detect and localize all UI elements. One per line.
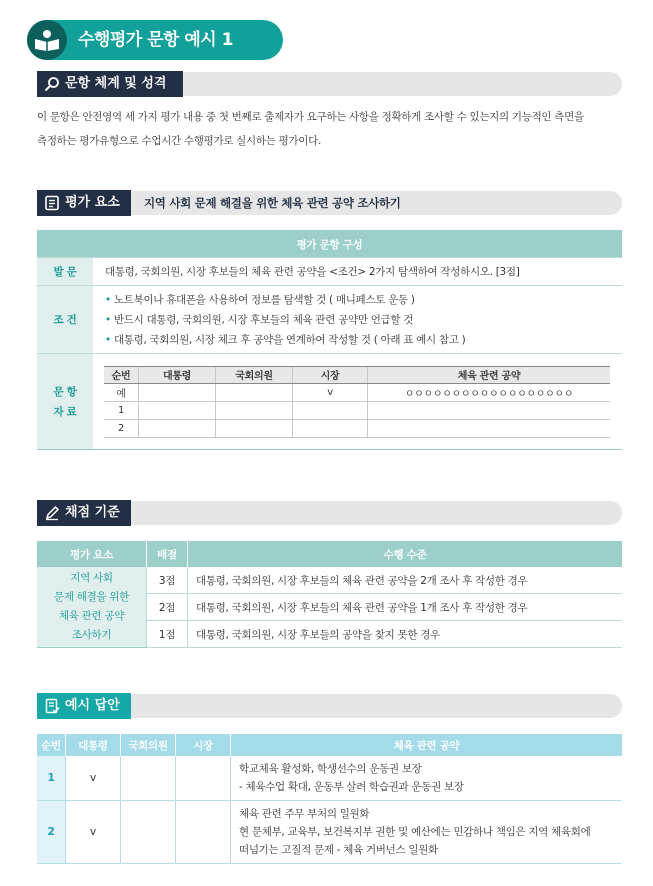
book-reader-icon [27,20,67,60]
section-heading-text: 예시 답안 [65,698,120,713]
check-cell: v [66,756,121,801]
document-icon [44,195,60,211]
page-title: 수행평가 문항 예시 1 [78,30,233,50]
level-cell: 대통령, 국회의원, 시장 후보들의 공약을 찾지 못한 경우 [188,621,623,648]
list-item: • 노트북이나 휴대폰을 사용하여 정보를 탐색할 것 ( 매니페스토 운동 ) [105,293,415,306]
column-header: 시장 [176,734,231,756]
section-heading-text: 평가 요소 [65,195,120,210]
row-label-materials: 문 항 자 료 [37,354,93,450]
column-header: 시장 [293,366,368,383]
evaluation-area: 지역 사회 문제 해결을 위한 체육 관련 공약 조사하기 [37,567,147,648]
column-header: 국회의원 [216,366,293,383]
column-header: 체육 관련 공약 [231,734,623,756]
column-header: 순번 [37,734,66,756]
sample-answer-table [37,734,622,864]
score-cell: 2점 [147,594,188,621]
section-heading-text: 채점 기준 [65,505,120,520]
row-label-question: 발 문 [37,258,93,286]
question-structure-table [37,230,622,450]
conditions-list [93,286,622,354]
level-cell: 대통령, 국회의원, 시장 후보들의 체육 관련 공약을 1개 조사 후 작성한 경우 [188,594,623,621]
table-row: 1 [104,401,610,419]
column-header: 체육 관련 공약 [368,366,611,383]
row-label-conditions: 조 건 [37,286,93,354]
check-cell: v [66,801,121,864]
column-header: 평가 요소 [37,541,147,567]
question-text: 대통령, 국회의원, 시장 후보들의 체육 관련 공약을 <조건> 2가지 탐색하여 작성하시오. [3점] [105,266,520,278]
check-cell [176,801,231,864]
table-header: 평가 문항 구성 [37,231,622,258]
section-subtitle: 지역 사회 문제 해결을 위한 체육 관련 공약 조사하기 [144,196,401,210]
section-heading-structure [37,71,183,97]
pledge-cell: 학교체육 활성화, 학생선수의 운동권 보장 - 체육수업 확대, 운동부 살려 학습권과 운동권 보장 [231,756,623,801]
paragraph-line: 이 문항은 안전영역 세 가지 평가 내용 중 첫 번째로 출제자가 요구하는 사항을 정확하게 조사할 수 있는지의 기능적인 측면을 [37,111,584,123]
section-heading-scoring [37,500,131,526]
row-number: 2 [37,801,66,864]
example-answer-table [104,366,610,438]
column-header: 배점 [147,541,188,567]
check-cell [176,756,231,801]
list-item: • 대통령, 국회의원, 시장 체크 후 공약을 연계하여 작성할 것 ( 아래 표 예시 참고 ) [105,333,466,346]
list-item: • 반드시 대통령, 국회의원, 시장 후보들의 체육 관련 공약만 언급할 것 [105,313,414,326]
table-row [37,567,622,594]
section-heading-elements [37,190,131,216]
level-cell: 대통령, 국회의원, 시장 후보들의 체육 관련 공약을 2개 조사 후 작성한 경우 [188,567,623,594]
section-paragraph [37,105,637,153]
score-cell: 3점 [147,567,188,594]
pledge-cell: 체육 관련 주무 부처의 일원화 현 문체부, 교육부, 보건복지부 권한 및 예산에는 민감하나 책임은 지역 체육회에 떠넘기는 고질적 문제 - 체육 거버넌스 일원화 [231,801,623,864]
table-row [37,756,622,801]
search-icon [44,76,60,92]
materials-cell [93,354,622,450]
answer-sheet-icon [44,698,60,714]
scoring-table [37,541,622,648]
column-header: 대통령 [139,366,216,383]
column-header: 수행 수준 [188,541,623,567]
column-header: 순번 [104,366,139,383]
table-row [37,801,622,864]
pencil-icon [44,505,60,521]
row-number: 1 [37,756,66,801]
column-header: 국회의원 [121,734,176,756]
check-cell [121,801,176,864]
paragraph-line: 측정하는 평가유형으로 수업시간 수행평가로 실시하는 평가이다. [37,135,321,147]
check-cell [121,756,176,801]
column-header: 대통령 [66,734,121,756]
table-row: 예 v ㅇㅇㅇㅇㅇㅇㅇㅇㅇㅇㅇㅇㅇㅇㅇㅇㅇㅇ [104,383,610,401]
score-cell: 1점 [147,621,188,648]
table-row: 2 [104,419,610,437]
section-heading-text: 문항 체계 및 성격 [65,76,167,91]
section-heading-sample [37,693,131,719]
